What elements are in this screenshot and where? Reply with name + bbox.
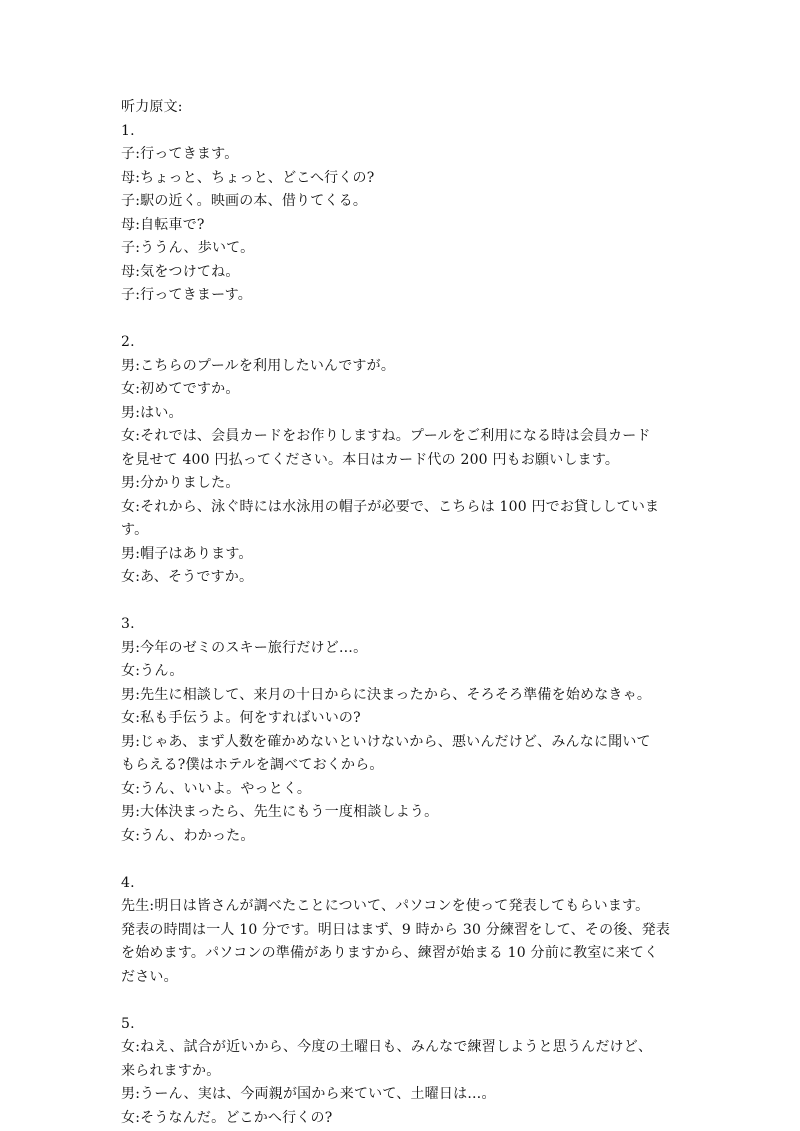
document-heading: 听力原文: (121, 99, 183, 115)
section-number: 3. (121, 616, 135, 632)
dialogue-line: 子:行ってきまーす。 (121, 287, 252, 303)
dialogue-line: 女:私も手伝うよ。何をすればいいの? (121, 710, 361, 726)
dialogue-line: 女:そうなんだ。どこかへ行くの? (121, 1109, 333, 1126)
dialogue-line: を見せて 400 円払ってください。本日はカード代の 200 円もお願いします。 (121, 451, 620, 468)
section-number: 5. (121, 1015, 135, 1032)
dialogue-line: 子:駅の近く。映画の本、借りてくる。 (121, 193, 368, 209)
section-spacer (121, 989, 691, 1013)
dialogue-line: 女:うん、わかった。 (121, 827, 255, 844)
dialogue-line: 子:ううん、歩いて。 (121, 240, 255, 256)
dialogue-line: 男:分かりました。 (121, 475, 240, 491)
section-spacer (121, 308, 691, 332)
section-number: 2. (121, 334, 135, 350)
dialogue-line: 女:うん、いいよ。やっとく。 (121, 780, 312, 797)
dialogue-line: 発表の時間は一人 10 分です。明日はまず、9 時から 30 分練習をして、その後、発表 (121, 921, 671, 938)
dialogue-line: 母:自転車で? (121, 216, 205, 233)
section-spacer (121, 590, 691, 614)
dialogue-line: 女:ねえ、試合が近いから、今度の土曜日も、みんなで練習しようと思うんだけど、 (121, 1039, 653, 1055)
section-number: 4. (121, 874, 135, 891)
dialogue-line: 来られますか。 (121, 1062, 221, 1079)
dialogue-line: 男:はい。 (121, 404, 183, 421)
dialogue-line: 子:行ってきます。 (121, 146, 239, 162)
dialogue-line: す。 (121, 522, 149, 538)
dialogue-line: 女:初めてですか。 (121, 381, 240, 397)
dialogue-line: 男:うーん、実は、今両親が国から来ていて、土曜日は…。 (121, 1086, 496, 1102)
document-page (121, 96, 691, 1130)
dialogue-section-3 (121, 613, 691, 848)
dialogue-line: 男:大体決まったら、先生にもう一度相談しよう。 (121, 804, 439, 820)
dialogue-line: もらえる?僕はホテルを調べておくから。 (121, 757, 384, 773)
dialogue-line: 男:じゃあ、まず人数を確かめないといけないから、悪いんだけど、みんなに聞いて (121, 733, 651, 750)
dialogue-line: 母:気をつけてね。 (121, 263, 240, 280)
dialogue-section-2 (121, 331, 691, 590)
dialogue-line: 女:あ、そうですか。 (121, 569, 254, 585)
dialogue-line: 女:それから、泳ぐ時には水泳用の帽子が必要で、こちらは 100 円でお貸ししていま (121, 498, 660, 515)
dialogue-line: 女:それでは、会員カードをお作りしますね。プールをご利用になる時は会員カード (121, 428, 651, 444)
dialogue-section-4 (121, 872, 691, 990)
dialogue-line: ださい。 (121, 968, 178, 985)
dialogue-section-5 (121, 1013, 691, 1131)
dialogue-line: 男:先生に相談して、来月の十日からに決まったから、そろそろ準備を始めなきゃ。 (121, 686, 652, 703)
section-number: 1. (121, 122, 135, 139)
section-spacer (121, 848, 691, 872)
dialogue-line: を始めます。パソコンの準備がありますから、練習が始まる 10 分前に教室に来てく (121, 945, 659, 961)
dialogue-line: 先生:明日は皆さんが調べたことについて、パソコンを使って発表してもらいます。 (121, 898, 650, 914)
dialogue-line: 男:今年のゼミのスキー旅行だけど…。 (121, 639, 368, 656)
dialogue-section-1 (121, 120, 691, 308)
dialogue-line: 男:帽子はあります。 (121, 545, 253, 562)
dialogue-line: 女:うん。 (121, 663, 184, 679)
dialogue-line: 母:ちょっと、ちょっと、どこへ行くの? (121, 169, 375, 186)
dialogue-line: 男:こちらのプールを利用したいんですが。 (121, 357, 396, 374)
